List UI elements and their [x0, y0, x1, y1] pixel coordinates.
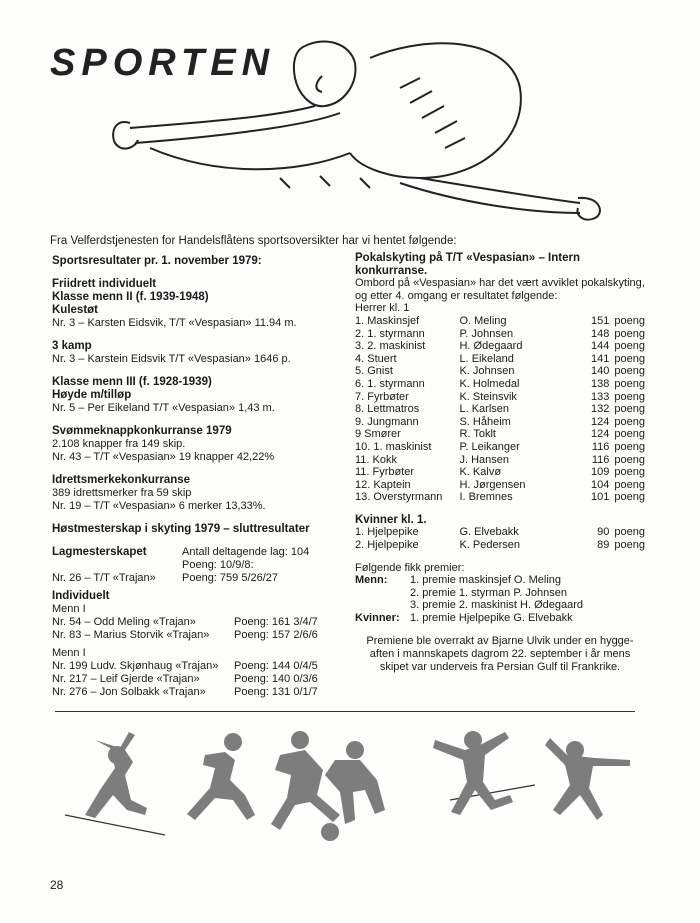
unit-cell: poeng: [614, 340, 645, 353]
ind-score: Poeng: 144 0/4/5: [234, 660, 318, 672]
rank-cell: 5. Gnist: [355, 365, 393, 378]
lag-nr: Nr. 26 – T/T «Trajan»: [52, 572, 156, 584]
kamp-result: Nr. 3 – Karstein Eidsvik T/T «Vespasian» 1646 p.: [52, 353, 291, 365]
name-cell: K. Johnsen: [459, 365, 515, 378]
result-row: [355, 416, 645, 429]
divider-line: [55, 711, 635, 712]
result-row: [355, 403, 645, 416]
name-cell: H. Jørgensen: [459, 478, 526, 491]
points-cell: 140: [591, 365, 610, 378]
host-heading: Høstmesterskap i skyting 1979 – sluttresultater: [52, 523, 310, 535]
individuelt-heading: Individuelt: [52, 590, 110, 602]
friidrett-heading: Friidrett individuelt: [52, 278, 157, 290]
points-cell: 138: [591, 377, 610, 390]
lag-row-3: [52, 572, 342, 585]
points-cell: 144: [591, 340, 610, 353]
ind-row: [52, 673, 342, 686]
closing-line: Premiene ble overrakt av Bjarne Ulvik under en hygge-: [366, 634, 634, 647]
ind-name: Nr. 217 – Leif Gjerde «Trajan»: [52, 673, 200, 685]
result-row: [355, 428, 645, 441]
ind-row: [52, 686, 342, 699]
stretching-man-illustration: [100, 28, 620, 228]
rank-cell: 12. Kaptein: [355, 478, 411, 491]
result-row: [355, 391, 645, 404]
unit-cell: poeng: [614, 390, 645, 403]
rank-cell: 4. Stuert: [355, 352, 397, 365]
premie-text: 3. premie 2. maskinist H. Ødegaard: [410, 599, 584, 612]
rank-cell: 11. Fyrbøter: [355, 466, 415, 479]
lag-row-2: [52, 559, 342, 572]
ind-row: [52, 660, 342, 673]
menn-2-label: Menn I: [52, 647, 86, 659]
premie-row: [355, 612, 645, 625]
premie-text: 1. premie maskinsjef O. Meling: [410, 574, 561, 587]
unit-cell: poeng: [614, 526, 645, 539]
men-results-table: [355, 315, 645, 504]
unit-cell: poeng: [614, 466, 645, 479]
ind-name: Nr. 276 – Jon Solbakk «Trajan»: [52, 686, 206, 698]
svom-line-1: 2.108 knapper fra 149 skip.: [52, 438, 186, 450]
kamp-heading: 3 kamp: [52, 340, 92, 352]
intro-text: Fra Velferdstjenesten for Handelsflåtens sportsoversikter har vi hentet følgende:: [50, 235, 457, 247]
rank-cell: 3. 2. maskinist: [355, 340, 426, 353]
name-cell: I. Bremnes: [459, 491, 513, 504]
kvinner-heading: Kvinner kl. 1.: [355, 513, 427, 526]
pokal-intro-2: og etter 4. omgang er resultatet følgende:: [355, 289, 558, 302]
pokal-heading-2: konkurranse.: [355, 264, 428, 277]
kulestot-result: Nr. 3 – Karsten Eidsvik, T/T «Vespasian» 11.94 m.: [52, 317, 297, 329]
closing-line: skipet var underveis fra Persian Gulf til Frankrike.: [379, 660, 621, 673]
name-cell: K. Kalvø: [459, 466, 502, 479]
rank-cell: 6. 1. styrmann: [355, 377, 425, 390]
points-cell: 124: [591, 428, 610, 441]
name-cell: H. Ødegaard: [459, 340, 523, 353]
premie-text: 2. premie 1. styrman P. Johnsen: [410, 586, 567, 599]
rank-cell: 8. Lettmatros: [355, 403, 420, 416]
points-cell: 90: [597, 526, 610, 539]
klasse-iii-heading: Klasse menn III (f. 1928-1939): [52, 376, 212, 388]
lag-heading: Lagmesterskapet: [52, 546, 147, 558]
points-cell: 141: [591, 352, 610, 365]
result-row: [355, 526, 645, 539]
points-cell: 124: [591, 415, 610, 428]
klasse-ii-heading: Klasse menn II (f. 1939-1948): [52, 291, 209, 303]
name-cell: O. Meling: [459, 314, 507, 327]
women-results-table: [355, 526, 645, 551]
hoyde-result: Nr. 5 – Per Eikeland T/T «Vespasian» 1,43 m.: [52, 402, 275, 414]
name-cell: L. Karlsen: [459, 403, 509, 416]
unit-cell: poeng: [614, 491, 645, 504]
unit-cell: poeng: [614, 415, 645, 428]
menn-label: Menn:: [355, 574, 388, 587]
rank-cell: 10. 1. maskinist: [355, 440, 432, 453]
kulestot-heading: Kulestøt: [52, 304, 98, 316]
points-cell: 116: [591, 440, 610, 453]
ind-name: Nr. 83 – Marius Storvik «Trajan»: [52, 629, 210, 641]
pokal-heading-1: Pokalskyting på T/T «Vespasian» – Intern: [355, 252, 580, 264]
result-row: [355, 315, 645, 328]
points-cell: 148: [591, 327, 610, 340]
ind-row: [52, 629, 342, 642]
result-row: [355, 365, 645, 378]
unit-cell: poeng: [614, 352, 645, 365]
unit-cell: poeng: [614, 327, 645, 340]
closing-text: [355, 635, 645, 674]
result-row: [355, 491, 645, 504]
premie-row: [355, 599, 645, 612]
idr-line-2: Nr. 19 – T/T «Vespasian» 6 merker 13,33%.: [52, 500, 266, 512]
rank-cell: 2. 1. styrmann: [355, 327, 425, 340]
name-cell: K. Holmedal: [459, 377, 520, 390]
lag-poeng-1: Poeng: 10/9/8:: [182, 559, 254, 571]
rank-cell: 9 Smører: [355, 428, 401, 441]
pokal-intro-1: Ombord på «Vespasian» har det vært avviklet pokalskyting,: [355, 277, 645, 290]
unit-cell: poeng: [614, 539, 645, 552]
rank-cell: 1. Maskinsjef: [355, 314, 420, 327]
name-cell: L. Eikeland: [459, 352, 514, 365]
athletes-frieze: [55, 720, 645, 860]
lag-poeng-2: Poeng: 759 5/26/27: [182, 572, 279, 584]
unit-cell: poeng: [614, 428, 645, 441]
rank-cell: 1. Hjelpepike: [355, 526, 419, 539]
premier-intro: Følgende fikk premier:: [355, 561, 465, 574]
unit-cell: poeng: [614, 440, 645, 453]
result-row: [355, 353, 645, 366]
rank-cell: 2. Hjelpepike: [355, 539, 419, 552]
kvinner-label: Kvinner:: [355, 612, 400, 625]
lag-row-1: [52, 546, 342, 559]
premie-row: [355, 574, 645, 587]
ind-name: Nr. 54 – Odd Meling «Trajan»: [52, 616, 196, 628]
svom-line-2: Nr. 43 – T/T «Vespasian» 19 knapper 42,22%: [52, 451, 275, 463]
menn-1-label: Menn I: [52, 603, 86, 615]
points-cell: 101: [591, 491, 610, 504]
unit-cell: poeng: [614, 314, 645, 327]
result-row: [355, 479, 645, 492]
ind-score: Poeng: 131 0/1/7: [234, 686, 318, 698]
name-cell: G. Elvebakk: [459, 526, 519, 539]
closing-line: aften i mannskapets dagrom 22. september i år mens: [369, 647, 631, 660]
points-cell: 109: [591, 466, 610, 479]
name-cell: S. Håheim: [459, 415, 511, 428]
idr-heading: Idrettsmerkekonkurranse: [52, 474, 191, 486]
lag-antall: Antall deltagende lag: 104: [182, 546, 310, 558]
ind-row: [52, 616, 342, 629]
rank-cell: 13. Overstyrmann: [355, 491, 443, 504]
name-cell: P. Leikanger: [459, 440, 520, 453]
unit-cell: poeng: [614, 365, 645, 378]
svom-heading: Svømmeknappkonkurranse 1979: [52, 425, 232, 437]
left-column: [52, 255, 342, 699]
name-cell: R. Toklt: [459, 428, 496, 441]
points-cell: 132: [591, 403, 610, 416]
result-row: [355, 441, 645, 454]
result-row: [355, 454, 645, 467]
name-cell: K. Steinsvik: [459, 390, 517, 403]
ind-score: Poeng: 157 2/6/6: [234, 629, 318, 641]
rank-cell: 11. Kokk: [355, 453, 397, 466]
page-title: SPORTEN: [50, 42, 276, 84]
points-cell: 151: [591, 314, 610, 327]
results-heading: Sportsresultater pr. 1. november 1979:: [52, 255, 262, 267]
right-column: [355, 252, 645, 674]
ind-score: Poeng: 161 3/4/7: [234, 616, 318, 628]
unit-cell: poeng: [614, 478, 645, 491]
herrer-label: Herrer kl. 1: [355, 302, 410, 315]
points-cell: 89: [597, 539, 610, 552]
ind-score: Poeng: 140 0/3/6: [234, 673, 318, 685]
unit-cell: poeng: [614, 453, 645, 466]
name-cell: P. Johnsen: [459, 327, 514, 340]
result-row: [355, 378, 645, 391]
page-number: 28: [50, 878, 64, 892]
rank-cell: 9. Jungmann: [355, 415, 419, 428]
premie-row: [355, 587, 645, 600]
premie-text: 1. premie Hjelpepike G. Elvebakk: [410, 612, 573, 625]
points-cell: 116: [591, 453, 610, 466]
result-row: [355, 539, 645, 552]
result-row: [355, 466, 645, 479]
idr-line-1: 389 idrettsmerker fra 59 skip: [52, 487, 192, 499]
rank-cell: 7. Fyrbøter: [355, 390, 409, 403]
unit-cell: poeng: [614, 403, 645, 416]
hoyde-heading: Høyde m/tilløp: [52, 389, 132, 401]
result-row: [355, 340, 645, 353]
name-cell: J. Hansen: [459, 453, 509, 466]
result-row: [355, 328, 645, 341]
name-cell: K. Pedersen: [459, 539, 521, 552]
ind-name: Nr. 199 Ludv. Skjønhaug «Trajan»: [52, 660, 219, 672]
points-cell: 133: [591, 390, 610, 403]
points-cell: 104: [591, 478, 610, 491]
unit-cell: poeng: [614, 377, 645, 390]
